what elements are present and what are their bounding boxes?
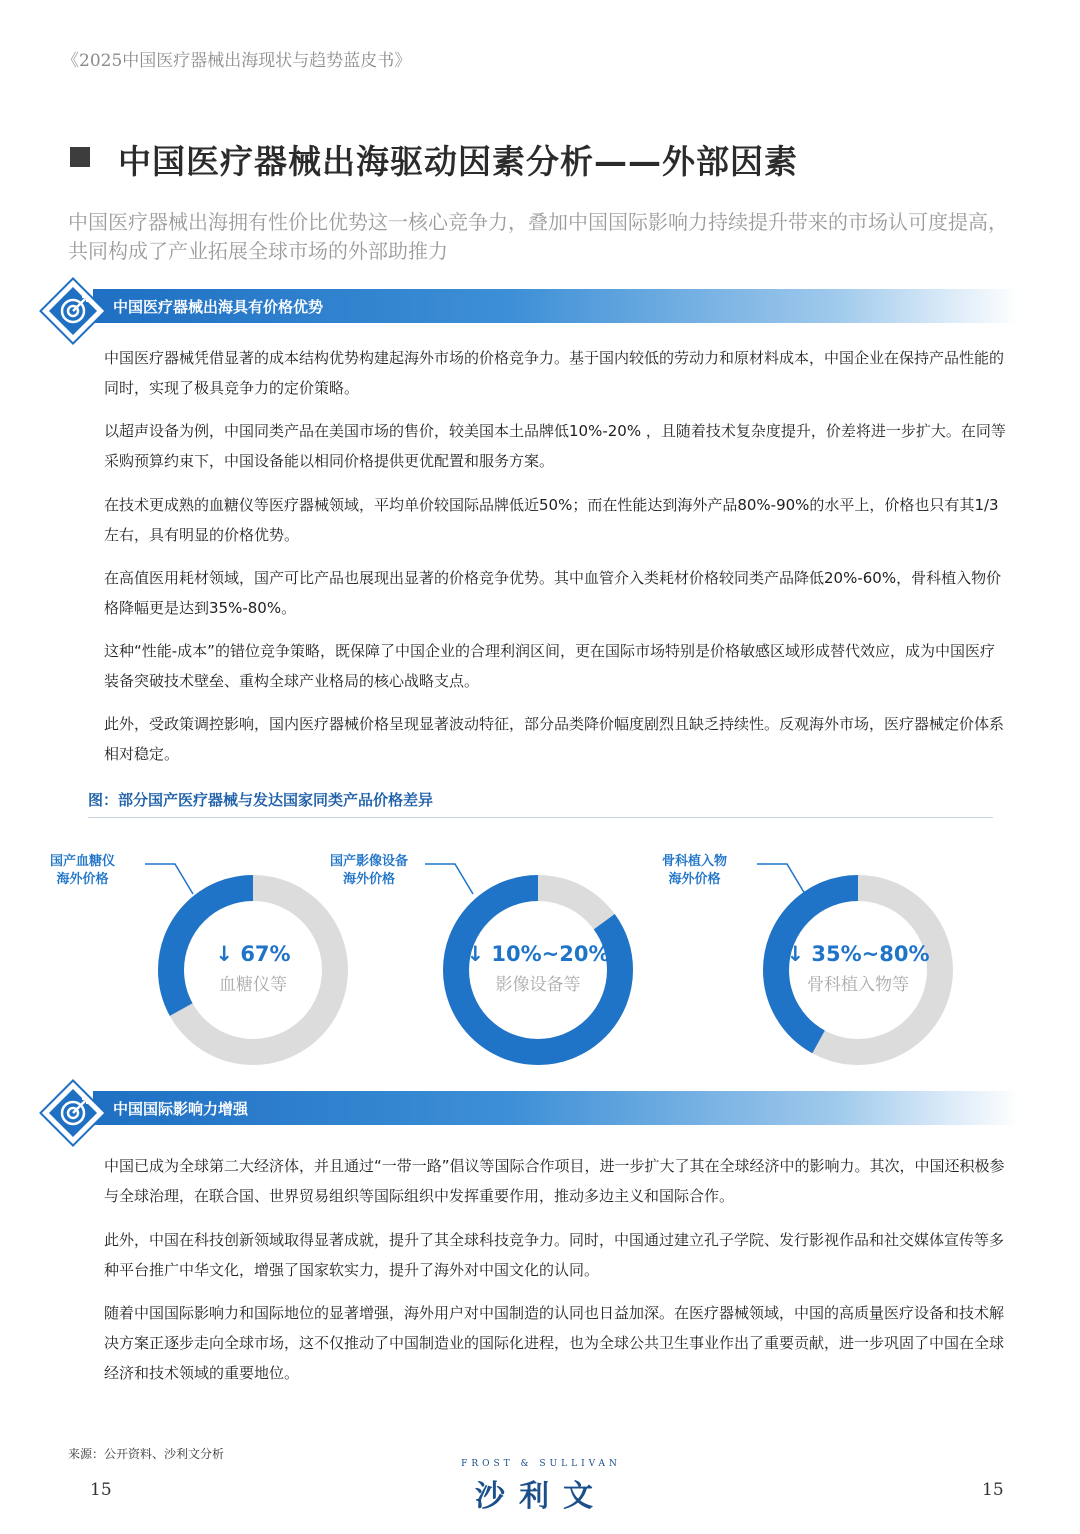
donut-value: ↓ 67% — [215, 942, 291, 966]
paragraph: 这种“性能-成本”的错位竞争策略，既保障了中国企业的合理利润区间，更在国际市场特别是价格敏感区域形成替代效应，成为中国医疗装备突破技术壁垒、重构全球产业格局的核心战略支点。 — [104, 642, 995, 690]
callout-leader-line — [425, 862, 485, 902]
donut-value: ↓ 35%~80% — [786, 942, 930, 966]
paragraph: 此外，受政策调控影响，国内医疗器械价格呈现显著波动特征，部分品类降价幅度剧烈且缺乏持续性。反观海外市场，医疗器械定价体系相对稳定。 — [104, 715, 1005, 763]
banner-heading: 中国国际影响力增强 — [113, 1100, 249, 1118]
section-subtitle: 中国医疗器械出海拥有性价比优势这一核心竞争力，叠加中国国际影响力持续提升带来的市场认可度提高，共同构成了产业拓展全球市场的外部助推力 — [68, 210, 1008, 263]
donut-callout-label — [50, 853, 115, 889]
brand-logo: 沙利文 — [475, 1479, 607, 1514]
figure-divider — [88, 817, 993, 818]
banner-bar — [93, 1091, 1020, 1125]
donut-value: ↓ 10%~20% — [466, 942, 610, 966]
section-banner-influence — [38, 1078, 1020, 1136]
page-number-right: 15 — [982, 1480, 1004, 1500]
page-number-left: 15 — [90, 1480, 112, 1500]
paragraph: 以超声设备为例，中国同类产品在美国市场的售价，较美国本土品牌低10%-20% ，且随着技术复杂度提升，价差将进一步扩大。在同等采购预算约束下，中国设备能以相同价格提供更优配置和服务方案。 — [104, 422, 1006, 470]
section-title: 中国医疗器械出海驱动因素分析——外部因素 — [118, 142, 798, 181]
donut-category: 骨科植入物等 — [807, 975, 909, 995]
banner-heading: 中国医疗器械出海具有价格优势 — [113, 298, 324, 316]
document-title: 《2025中国医疗器械出海现状与趋势蓝皮书》 — [62, 51, 412, 71]
callout-line: 国产血糖仪 — [50, 854, 116, 869]
target-icon — [38, 276, 108, 346]
paragraph: 在技术更成熟的血糖仪等医疗器械领域，平均单价较国际品牌低近50%；而在性能达到海外产品80%-90%的水平上，价格也只有其1/3左右，具有明显的价格优势。 — [104, 496, 999, 544]
paragraph: 中国医疗器械凭借显著的成本结构优势构建起海外市场的价格竞争力。基于国内较低的劳动力和原材料成本，中国企业在保持产品性能的同时，实现了极具竞争力的定价策略。 — [104, 349, 1005, 397]
paragraph: 随着中国国际影响力和国际地位的显著增强，海外用户对中国制造的认同也日益加深。在医疗器械领域，中国的高质量医疗设备和技术解决方案正逐步走向全球市场，这不仅推动了中国制造业的国际化进程，也为全球公共卫生事业作出了重要贡献，进一步巩固了中国在全球经济和技术领域的重要地位。 — [104, 1304, 1005, 1382]
paragraph: 此外，中国在科技创新领域取得显著成就，提升了其全球科技竞争力。同时，中国通过建立孔子学院、发行影视作品和社交媒体宣传等多种平台推广中华文化，增强了国家软实力，提升了海外对中国文化的认同。 — [104, 1231, 1005, 1279]
source-note: 来源：公开资料、沙利文分析 — [68, 1447, 225, 1461]
banner-bar — [93, 289, 1020, 323]
brand-logo-english: FROST & SULLIVAN — [461, 1459, 621, 1469]
callout-leader-line — [757, 862, 817, 902]
donut-callout-label — [662, 853, 727, 889]
donut-callout-label — [330, 853, 408, 889]
donut-category: 血糖仪等 — [219, 975, 287, 995]
figure-title: 图：部分国产医疗器械与发达国家同类产品价格差异 — [88, 791, 434, 809]
heading-marker — [70, 147, 90, 167]
callout-line: 海外价格 — [668, 872, 721, 887]
callout-leader-line — [145, 862, 205, 902]
paragraph: 中国已成为全球第二大经济体，并且通过“一带一路”倡议等国际合作项目，进一步扩大了其在全球经济中的影响力。其次，中国还积极参与全球治理，在联合国、世界贸易组织等国际组织中发挥重要作用，推动多边主义和国际合作。 — [104, 1157, 1005, 1205]
section-banner-price — [38, 276, 1020, 334]
callout-line: 海外价格 — [56, 872, 109, 887]
paragraph: 在高值医用耗材领域，国产可比产品也展现出显著的价格竞争优势。其中血管介入类耗材价格较同类产品降低20%-60%，骨科植入物价格降幅更是达到35%-80%。 — [104, 569, 1002, 617]
target-icon — [38, 1078, 108, 1148]
donut-category: 影像设备等 — [495, 975, 581, 995]
callout-line: 国产影像设备 — [330, 854, 409, 869]
callout-line: 骨科植入物 — [662, 854, 728, 869]
callout-line: 海外价格 — [343, 872, 396, 887]
